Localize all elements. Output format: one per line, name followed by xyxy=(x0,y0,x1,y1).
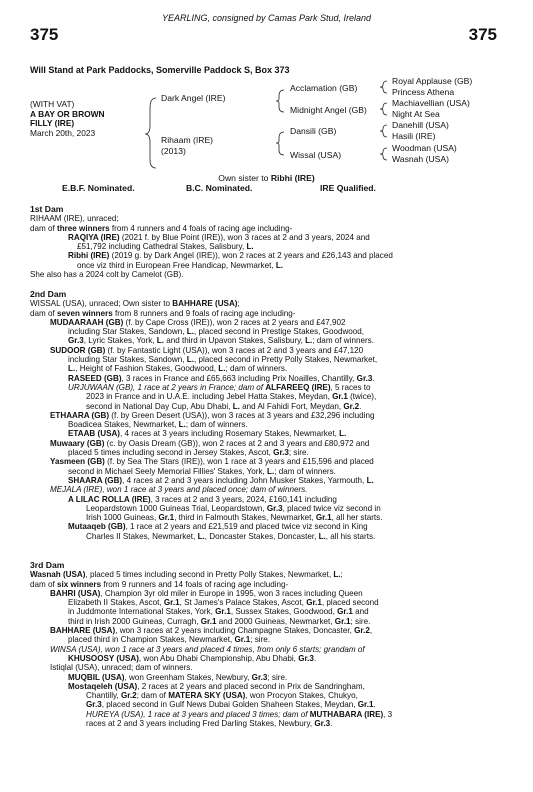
text-run: , all her starts. xyxy=(331,513,383,523)
text-run: dam of xyxy=(30,579,57,589)
text-run: ; sire. xyxy=(267,672,288,682)
text-run: . xyxy=(359,401,362,411)
horse-or-grade-text: Gr.1 xyxy=(334,616,351,626)
text-run: Boadicea Stakes, Newmarket, xyxy=(68,420,179,430)
pedigree-text-line xyxy=(30,242,508,251)
text-run: , third in Falmouth Stakes, Newmarket, xyxy=(174,513,316,523)
horse-or-grade-text: KHUSOOSY (USA) xyxy=(68,653,139,663)
pedigree-text-line xyxy=(30,214,508,223)
horse-or-grade-text: Muwaary (GB) xyxy=(50,438,105,448)
text-run: ; sire. xyxy=(350,616,371,626)
text-run: (f. by Cape Cross (IRE)), won 2 races at 2 years and £47,902 xyxy=(123,317,346,327)
bracket-sire xyxy=(276,90,284,112)
bracket-main xyxy=(145,98,156,168)
text-run: and Al Fahidi Fort, Meydan, xyxy=(239,401,344,411)
horse-or-grade-text: Gr.3 xyxy=(68,336,84,346)
pedigree-text-line xyxy=(30,645,508,654)
pedigree-text-line xyxy=(30,522,508,531)
horse-or-grade-text: Wasnah (USA) xyxy=(30,570,86,580)
text-run: races at 2 and 3 years including Fred Darling Stakes, Newbury, xyxy=(86,719,315,729)
text-run: second in Michael Seely Memorial Fillies' Stakes, York, xyxy=(68,466,268,476)
text-run: WINSA (USA), won 1 race at 3 years and placed 4 times, from only 6 starts; grandam of xyxy=(50,644,365,654)
text-run: , won Abu Dhabi Championship, Abu Dhabi, xyxy=(138,653,299,663)
text-run: (f. by Sea The Stars (IRE)), won 1 race at 3 years and £15,596 and placed xyxy=(104,457,374,467)
horse-or-grade-text: Gr.3 xyxy=(356,373,373,383)
horse-or-grade-text: Gr.2 xyxy=(354,626,370,636)
pedigree-text-line xyxy=(30,598,508,607)
horse-or-grade-text: L. xyxy=(68,364,76,374)
text-run: RIHAAM (IRE), unraced; xyxy=(30,214,119,224)
text-run: , placed second xyxy=(321,598,379,608)
lot-number-right: 375 xyxy=(468,25,497,44)
pedigree-text-line xyxy=(30,513,508,522)
pedigree-text-line xyxy=(30,476,508,485)
horse-or-grade-text: Ribhi (IRE) xyxy=(68,251,110,261)
text-run: , placed second in Pretty Polly Stakes, Newmarket, xyxy=(193,355,378,365)
pedigree-text-line xyxy=(30,570,508,579)
pedigree-text-line xyxy=(30,327,508,336)
horse-or-grade-text: Gr.2 xyxy=(120,691,137,701)
text-run: Irish 1000 Guineas, xyxy=(86,513,159,523)
section-2nd-dam xyxy=(30,290,508,541)
pedigree-text-line xyxy=(30,429,508,438)
pedigree-text-line xyxy=(30,233,508,242)
vat-note: (WITH VAT) xyxy=(30,99,75,109)
horse-or-grade-text: RASEED (GB) xyxy=(68,373,122,383)
text-run: , placed second in Gulf News Dubai Golden Shaheen Stakes, Meydan, xyxy=(101,700,358,710)
text-run: ; xyxy=(340,570,343,580)
text-run: ; dam of winners. xyxy=(312,336,374,346)
pedigree-text-line xyxy=(30,457,508,466)
foaling-date: March 20th, 2023 xyxy=(30,127,96,138)
text-run: placed third in Champion Stakes, Newmarket, xyxy=(68,635,235,645)
bracket-gg2 xyxy=(380,103,387,115)
horse-or-grade-text: ALFAREEQ (IRE) xyxy=(265,382,331,392)
horse-or-grade-text: three winners xyxy=(57,223,110,233)
pedigree-text-line xyxy=(30,355,508,364)
text-run: second in National Day Cup, Abu Dhabi, xyxy=(86,401,233,411)
pedigree-text-line xyxy=(30,346,508,355)
text-run: (twice), xyxy=(347,392,377,402)
horse-or-grade-text: BAHHARE (USA) xyxy=(172,299,238,309)
ebf-nomination: E.B.F. Nominated. xyxy=(62,183,135,193)
text-run: from 4 runners and 4 foals of racing age including- xyxy=(109,223,293,233)
pedigree-text-line xyxy=(30,719,508,728)
pedigree-text-line xyxy=(30,309,508,318)
horse-or-grade-text: Gr.3 xyxy=(251,672,268,682)
horse-or-grade-text: Mutaaqeb (GB) xyxy=(68,522,126,532)
section-3rd-dam xyxy=(30,561,508,728)
bracket-gg1 xyxy=(380,81,387,93)
horse-or-grade-text: SHAARA (GB) xyxy=(68,475,123,485)
text-run: ; sire. xyxy=(288,448,309,458)
pedigree-text-line xyxy=(30,589,508,598)
text-run: HUREYA (USA), 1 race at 3 years and placed 3 times; dam of xyxy=(86,709,310,719)
text-run: , Doncaster Stakes, Doncaster, xyxy=(204,531,319,541)
pedigree-text-line xyxy=(30,532,508,541)
horse-or-grade-text: Gr.1 xyxy=(158,513,175,523)
ggsire-1: Royal Applause (GB) xyxy=(392,76,473,86)
horse-or-grade-text: L. xyxy=(333,570,341,580)
horse-or-grade-text: L. xyxy=(366,475,374,485)
section-1st-dam xyxy=(30,205,508,279)
horse-or-grade-text: BAHHARE (USA) xyxy=(50,626,116,636)
text-run: Charles II Stakes, Newmarket, xyxy=(86,531,198,541)
horse-or-grade-text: MUDAARAAH (GB) xyxy=(50,317,124,327)
text-run: . xyxy=(313,653,317,663)
pedigree-text-line xyxy=(30,691,508,700)
text-run: Istiqlal (USA), unraced; dam of winners. xyxy=(50,663,193,673)
pedigree-text-line xyxy=(30,673,508,682)
text-run: in Juddmonte International Stakes, York, xyxy=(68,607,216,617)
horse-or-grade-text: L. xyxy=(197,531,205,541)
horse-or-grade-text: L. xyxy=(178,420,186,430)
text-run: , Sussex Stakes, Goodwood, xyxy=(230,607,338,617)
ggdam-1: Princess Athena xyxy=(392,87,455,97)
text-run: from 9 runners and 14 foals of racing age including- xyxy=(101,579,289,589)
sire-name: Dark Angel (IRE) xyxy=(161,93,226,103)
horse-or-grade-text: Gr.3 xyxy=(266,503,283,513)
horse-or-grade-text: Gr.1 xyxy=(306,598,322,608)
pedigree-text-line xyxy=(30,654,508,663)
horse-or-grade-text: Yasmeen (GB) xyxy=(50,457,105,467)
horse-or-grade-text: Mostaqeleh (USA) xyxy=(68,681,138,691)
pedigree-text-line xyxy=(30,467,508,476)
horse-or-grade-text: MUQBIL (USA) xyxy=(68,672,125,682)
text-run: and third in Upavon Stakes, Salisbury, xyxy=(163,336,306,346)
text-run: , placed twice viz second in xyxy=(282,503,381,513)
horse-or-grade-text: ETHAARA (GB) xyxy=(50,410,110,420)
horse-or-grade-text: L. xyxy=(318,531,326,541)
pedigree-text-line xyxy=(30,251,508,260)
pedigree-text-line xyxy=(30,504,508,513)
text-run: URJUWAAN (GB), 1 race at 2 years in France; dam of xyxy=(68,382,266,392)
text-run: and xyxy=(352,607,369,617)
pedigree-text-line xyxy=(30,224,508,233)
text-run: dam of xyxy=(30,308,57,318)
pedigree-text-line xyxy=(30,635,508,644)
horse-or-grade-text: six winners xyxy=(57,579,102,589)
text-run: , won Procyon Stakes, Chukyo, xyxy=(245,691,358,701)
text-run: She also has a 2024 colt by Camelot (GB). xyxy=(30,270,184,280)
pedigree-text-line xyxy=(30,318,508,327)
horse-or-grade-text: Gr.3 xyxy=(298,653,314,663)
horse-or-grade-text: L. xyxy=(246,242,254,252)
text-run: third in Irish 2000 Guineas, Curragh, xyxy=(68,616,201,626)
text-run: ; dam of xyxy=(136,691,169,701)
pedigree-text-line xyxy=(30,270,508,279)
pedigree-text-line xyxy=(30,682,508,691)
horse-or-grade-text: L. xyxy=(186,327,194,337)
text-run: , 4 races at 2 and 3 years including John Musker Stakes, Yarmouth, xyxy=(122,475,367,485)
pedigree-text-line xyxy=(30,364,508,373)
dam-sire: Dansili (GB) xyxy=(290,126,337,136)
text-run: , 4 races at 3 years including Rosemary Stakes, Newmarket, xyxy=(120,429,340,439)
text-run: (f. by Green Desert (USA)), won 3 races at 3 years and £32,296 including xyxy=(109,410,375,420)
pedigree-text-line xyxy=(30,617,508,626)
pedigree-text-line xyxy=(30,580,508,589)
text-run: including Star Stakes, Sandown, xyxy=(68,355,187,365)
ggsire-3: Danehill (USA) xyxy=(392,120,449,130)
text-run: . xyxy=(330,719,333,729)
text-run: , placed second in Prestige Stakes, Goodwood, xyxy=(193,327,365,337)
text-run: , 5 races to xyxy=(330,382,371,392)
text-run: , 3 xyxy=(383,709,393,719)
lot-title-line2: FILLY (IRE) xyxy=(30,118,75,129)
text-run: WISSAL (USA), unraced; Own sister to xyxy=(30,299,173,309)
pedigree-text-line xyxy=(30,495,508,504)
pedigree-text-line xyxy=(30,392,508,401)
horse-or-grade-text: L. xyxy=(232,401,240,411)
text-run: ; dam of winners. xyxy=(225,364,288,374)
consignment-line: YEARLING, consigned by Camas Park Stud, Ireland xyxy=(161,13,372,23)
horse-or-grade-text: seven winners xyxy=(57,308,113,318)
text-run: dam of xyxy=(30,223,57,233)
horse-or-grade-text: RAQIYA (IRE) xyxy=(68,232,120,242)
horse-or-grade-text: Gr.3 xyxy=(273,448,289,458)
text-run: ; xyxy=(237,299,240,309)
text-run: once viz third in European Free Handicap, Newmarket, xyxy=(77,260,276,270)
pedigree-text-line xyxy=(30,402,508,411)
pedigree-text-line xyxy=(30,336,508,345)
ggdam-2: Night At Sea xyxy=(392,109,440,119)
stand-location: Will Stand at Park Paddocks, Somerville Paddock S, Box 373 xyxy=(30,65,290,75)
horse-or-grade-text: Gr.1 xyxy=(200,616,217,626)
text-run: (2021 f. by Blue Point (IRE)), won 3 races at 2 and 3 years, 2024 and xyxy=(119,232,370,242)
sister-line xyxy=(0,174,533,183)
text-run: (2019 g. by Dark Angel (IRE)), won 2 races at 2 years and £26,143 and placed xyxy=(109,251,393,261)
text-run: , all his starts. xyxy=(325,531,376,541)
ggsire-4: Woodman (USA) xyxy=(392,143,457,153)
text-run: ; dam of winners. xyxy=(185,420,248,430)
text-run: MEJALA (IRE), won 1 race at 3 years and placed once; dam of winners. xyxy=(50,485,308,495)
text-run: 2023 in France and in U.A.E. including Jebel Hatta Stakes, Meydan, xyxy=(86,392,333,402)
horse-or-grade-text: BAHRI (USA) xyxy=(50,588,101,598)
text-run: ; dam of winners. xyxy=(274,466,336,476)
horse-or-grade-text: L. xyxy=(275,260,284,270)
pedigree-text-line xyxy=(30,411,508,420)
pedigree-text-line xyxy=(30,663,508,672)
bc-nomination: B.C. Nominated. xyxy=(186,183,253,193)
text-run: , 2 races at 2 years and placed second in Prix de Sandringham, xyxy=(137,681,365,691)
pedigree-text-line xyxy=(30,448,508,457)
text-run: (f. by Fantastic Light (USA)), won 3 races at 2 and 3 years and £47,120 xyxy=(105,345,364,355)
pedigree-text-line xyxy=(30,420,508,429)
text-run: Leopardstown 1000 Guineas Trial, Leopardstown, xyxy=(86,503,267,513)
horse-or-grade-text: L. xyxy=(339,429,347,439)
bracket-gg4 xyxy=(380,148,387,160)
text-run: including Star Stakes, Sandown, xyxy=(68,327,187,337)
section-heading: 1st Dam xyxy=(30,204,64,214)
horse-or-grade-text: Gr.1 xyxy=(332,392,348,402)
bracket-gg3 xyxy=(380,125,387,137)
text-run: , Champion 3yr old miler in Europe in 1995, won 3 races including Queen xyxy=(100,588,363,598)
sire-dam: Midnight Angel (GB) xyxy=(290,105,367,115)
horse-or-grade-text: Gr.1 xyxy=(357,700,374,710)
pedigree-text-line xyxy=(30,626,508,635)
horse-or-grade-text: Gr.1 xyxy=(337,607,353,617)
sister-prefix: Own sister to xyxy=(218,173,271,183)
text-run: Elizabeth II Stakes, Ascot, xyxy=(68,598,164,608)
dam-year: (2013) xyxy=(161,146,186,156)
horse-or-grade-text: Gr.1 xyxy=(163,598,180,608)
text-run: , won Greenham Stakes, Newbury, xyxy=(124,672,252,682)
horse-or-grade-text: Gr.1 xyxy=(315,513,332,523)
horse-or-grade-text: MATERA SKY (USA) xyxy=(168,691,246,701)
text-run: . xyxy=(372,373,375,383)
horse-or-grade-text: L. xyxy=(186,355,194,365)
pedigree-text-line xyxy=(30,383,508,392)
text-run: ; sire. xyxy=(250,635,270,645)
lot-description xyxy=(30,100,105,138)
dam-name: Rihaam (IRE) xyxy=(161,135,214,145)
text-run: , won 3 races at 2 years including Champagne Stakes, Doncaster, xyxy=(115,626,355,636)
ggdam-4: Wasnah (USA) xyxy=(392,154,449,164)
pedigree-text-line xyxy=(30,710,508,719)
text-run: and 2000 Guineas, Newmarket, xyxy=(216,616,335,626)
pedigree-text-line xyxy=(30,374,508,383)
horse-or-grade-text: Gr.2 xyxy=(343,401,360,411)
lot-number-left: 375 xyxy=(30,25,59,44)
text-run: Chantilly, xyxy=(86,691,121,701)
ggsire-2: Machiavellian (USA) xyxy=(392,98,470,108)
sire-sire: Acclamation (GB) xyxy=(290,83,358,93)
text-run: placed 5 times including second in Jersey Stakes, Ascot, xyxy=(68,448,274,458)
horse-or-grade-text: A LILAC ROLLA (IRE) xyxy=(68,494,151,504)
text-run: from 8 runners and 9 foals of racing age including- xyxy=(112,308,296,318)
horse-or-grade-text: MUTHABARA (IRE) xyxy=(309,709,384,719)
ggdam-3: Hasili (IRE) xyxy=(392,131,436,141)
pedigree-text-line xyxy=(30,700,508,709)
pedigree-text-line xyxy=(30,299,508,308)
horse-or-grade-text: Gr.3 xyxy=(86,700,102,710)
horse-or-grade-text: L. xyxy=(218,364,226,374)
section-heading: 3rd Dam xyxy=(30,560,65,570)
bracket-dam xyxy=(276,132,284,155)
sister-name: Ribhi (IRE) xyxy=(270,173,315,183)
text-run: , 3 races at 2 and 3 years, 2024, £160,141 including xyxy=(150,494,337,504)
text-run: , 1 race at 2 years and £21,519 and placed twice viz second in King xyxy=(125,522,368,532)
text-run: , 3 races in France and £65,663 including Prix Noailles, Chantilly, xyxy=(121,373,357,383)
horse-or-grade-text: L. xyxy=(305,336,313,346)
text-run: (c. by Oasis Dream (GB)), won 2 races at 2 and 3 years and £80,972 and xyxy=(104,438,370,448)
pedigree-text-line xyxy=(30,607,508,616)
text-run: £51,792 including Cathedral Stakes, Salisbury, xyxy=(77,242,247,252)
pedigree-text-line xyxy=(30,485,508,494)
section-heading: 2nd Dam xyxy=(30,289,67,299)
dam-dam: Wissal (USA) xyxy=(290,150,342,160)
horse-or-grade-text: Gr.1 xyxy=(215,607,231,617)
horse-or-grade-text: SUDOOR (GB) xyxy=(50,345,106,355)
horse-or-grade-text: Gr.1 xyxy=(234,635,251,645)
pedigree-text-line xyxy=(30,261,508,270)
text-run: , Lyric Stakes, York, xyxy=(83,336,157,346)
ire-qualified: IRE Qualified. xyxy=(320,183,376,193)
pedigree-text-line xyxy=(30,439,508,448)
horse-or-grade-text: Gr.3 xyxy=(314,719,331,729)
text-run: , xyxy=(369,626,373,636)
horse-or-grade-text: ETAAB (USA) xyxy=(68,429,121,439)
text-run: . xyxy=(373,700,376,710)
horse-or-grade-text: L. xyxy=(156,336,164,346)
text-run: , placed 5 times including second in Pretty Polly Stakes, Newmarket, xyxy=(85,570,334,580)
horse-or-grade-text: L. xyxy=(267,466,275,476)
text-run: , Height of Fashion Stakes, Goodwood, xyxy=(75,364,219,374)
lot-title-line1: A BAY OR BROWN xyxy=(30,108,105,119)
text-run: , St James's Palace Stakes, Ascot, xyxy=(179,598,307,608)
